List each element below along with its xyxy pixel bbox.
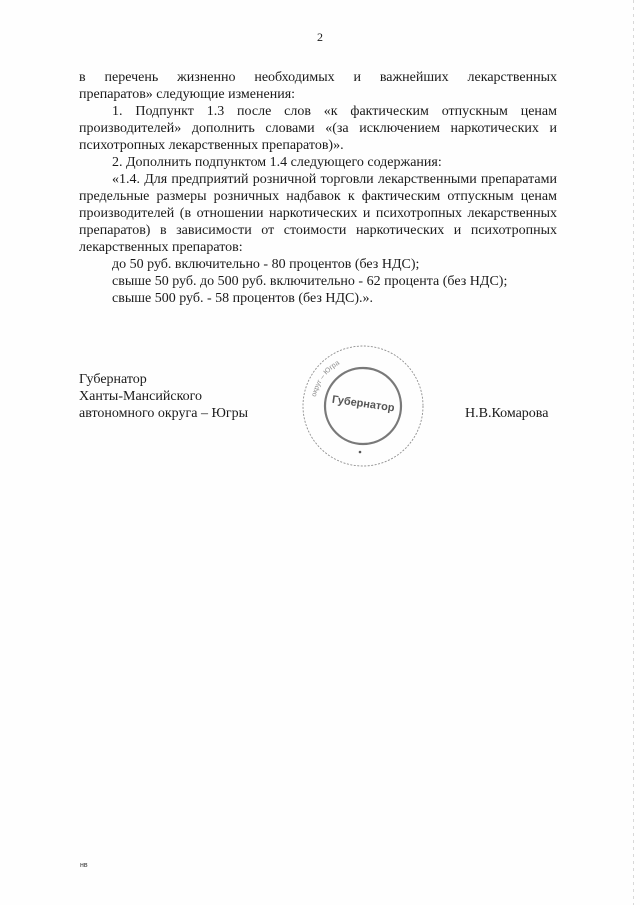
footer-code: нв	[80, 862, 88, 869]
document-body	[79, 69, 557, 307]
markup-tier-3: свыше 500 руб. - 58 процентов (без НДС).».	[112, 291, 374, 306]
page-number: 2	[317, 30, 323, 44]
markup-tier-1: до 50 руб. включительно - 80 процентов (без НДС);	[112, 257, 420, 272]
signer-name: Н.В.Комарова	[465, 406, 549, 421]
markup-tier-2: свыше 50 руб. до 500 руб. включительно - 62 процента (без НДС);	[112, 274, 508, 289]
seal-center-text: Губернатор	[331, 393, 396, 415]
signer-title-line: автономного округа – Югры	[79, 406, 248, 421]
seal-ring-text: округ – Югра	[310, 359, 341, 398]
paragraph-intro-line2: препаратов» следующие изменения:	[79, 87, 296, 102]
official-seal-stamp	[298, 341, 428, 471]
seal-dot	[359, 451, 362, 454]
signer-title-line: Ханты-Мансийского	[79, 389, 203, 404]
paragraph-item-1: 1. Подпункт 1.3 после слов «к фактическим отпускным ценам производителей» дополнить словами «(за исключением наркотических и психотропных лекарственных препаратов)».	[79, 104, 557, 153]
page-edge	[633, 0, 634, 905]
signer-title-block	[79, 371, 248, 422]
paragraph-subclause-1-4: «1.4. Для предприятий розничной торговли лекарственными препаратами предельные размеры розничных надбавок к фактическим отпускным ценам производителей (в отношении наркотических и психотропных лекарственных препаратов) в зависимости от стоимости наркотических и психотропных лекарственных препаратов:	[79, 172, 557, 255]
paragraph-item-2: 2. Дополнить подпунктом 1.4 следующего содержания:	[112, 155, 442, 170]
signer-title-line: Губернатор	[79, 372, 147, 387]
paragraph-intro-line1: в перечень жизненно необходимых и важнейших лекарственных	[79, 70, 557, 85]
